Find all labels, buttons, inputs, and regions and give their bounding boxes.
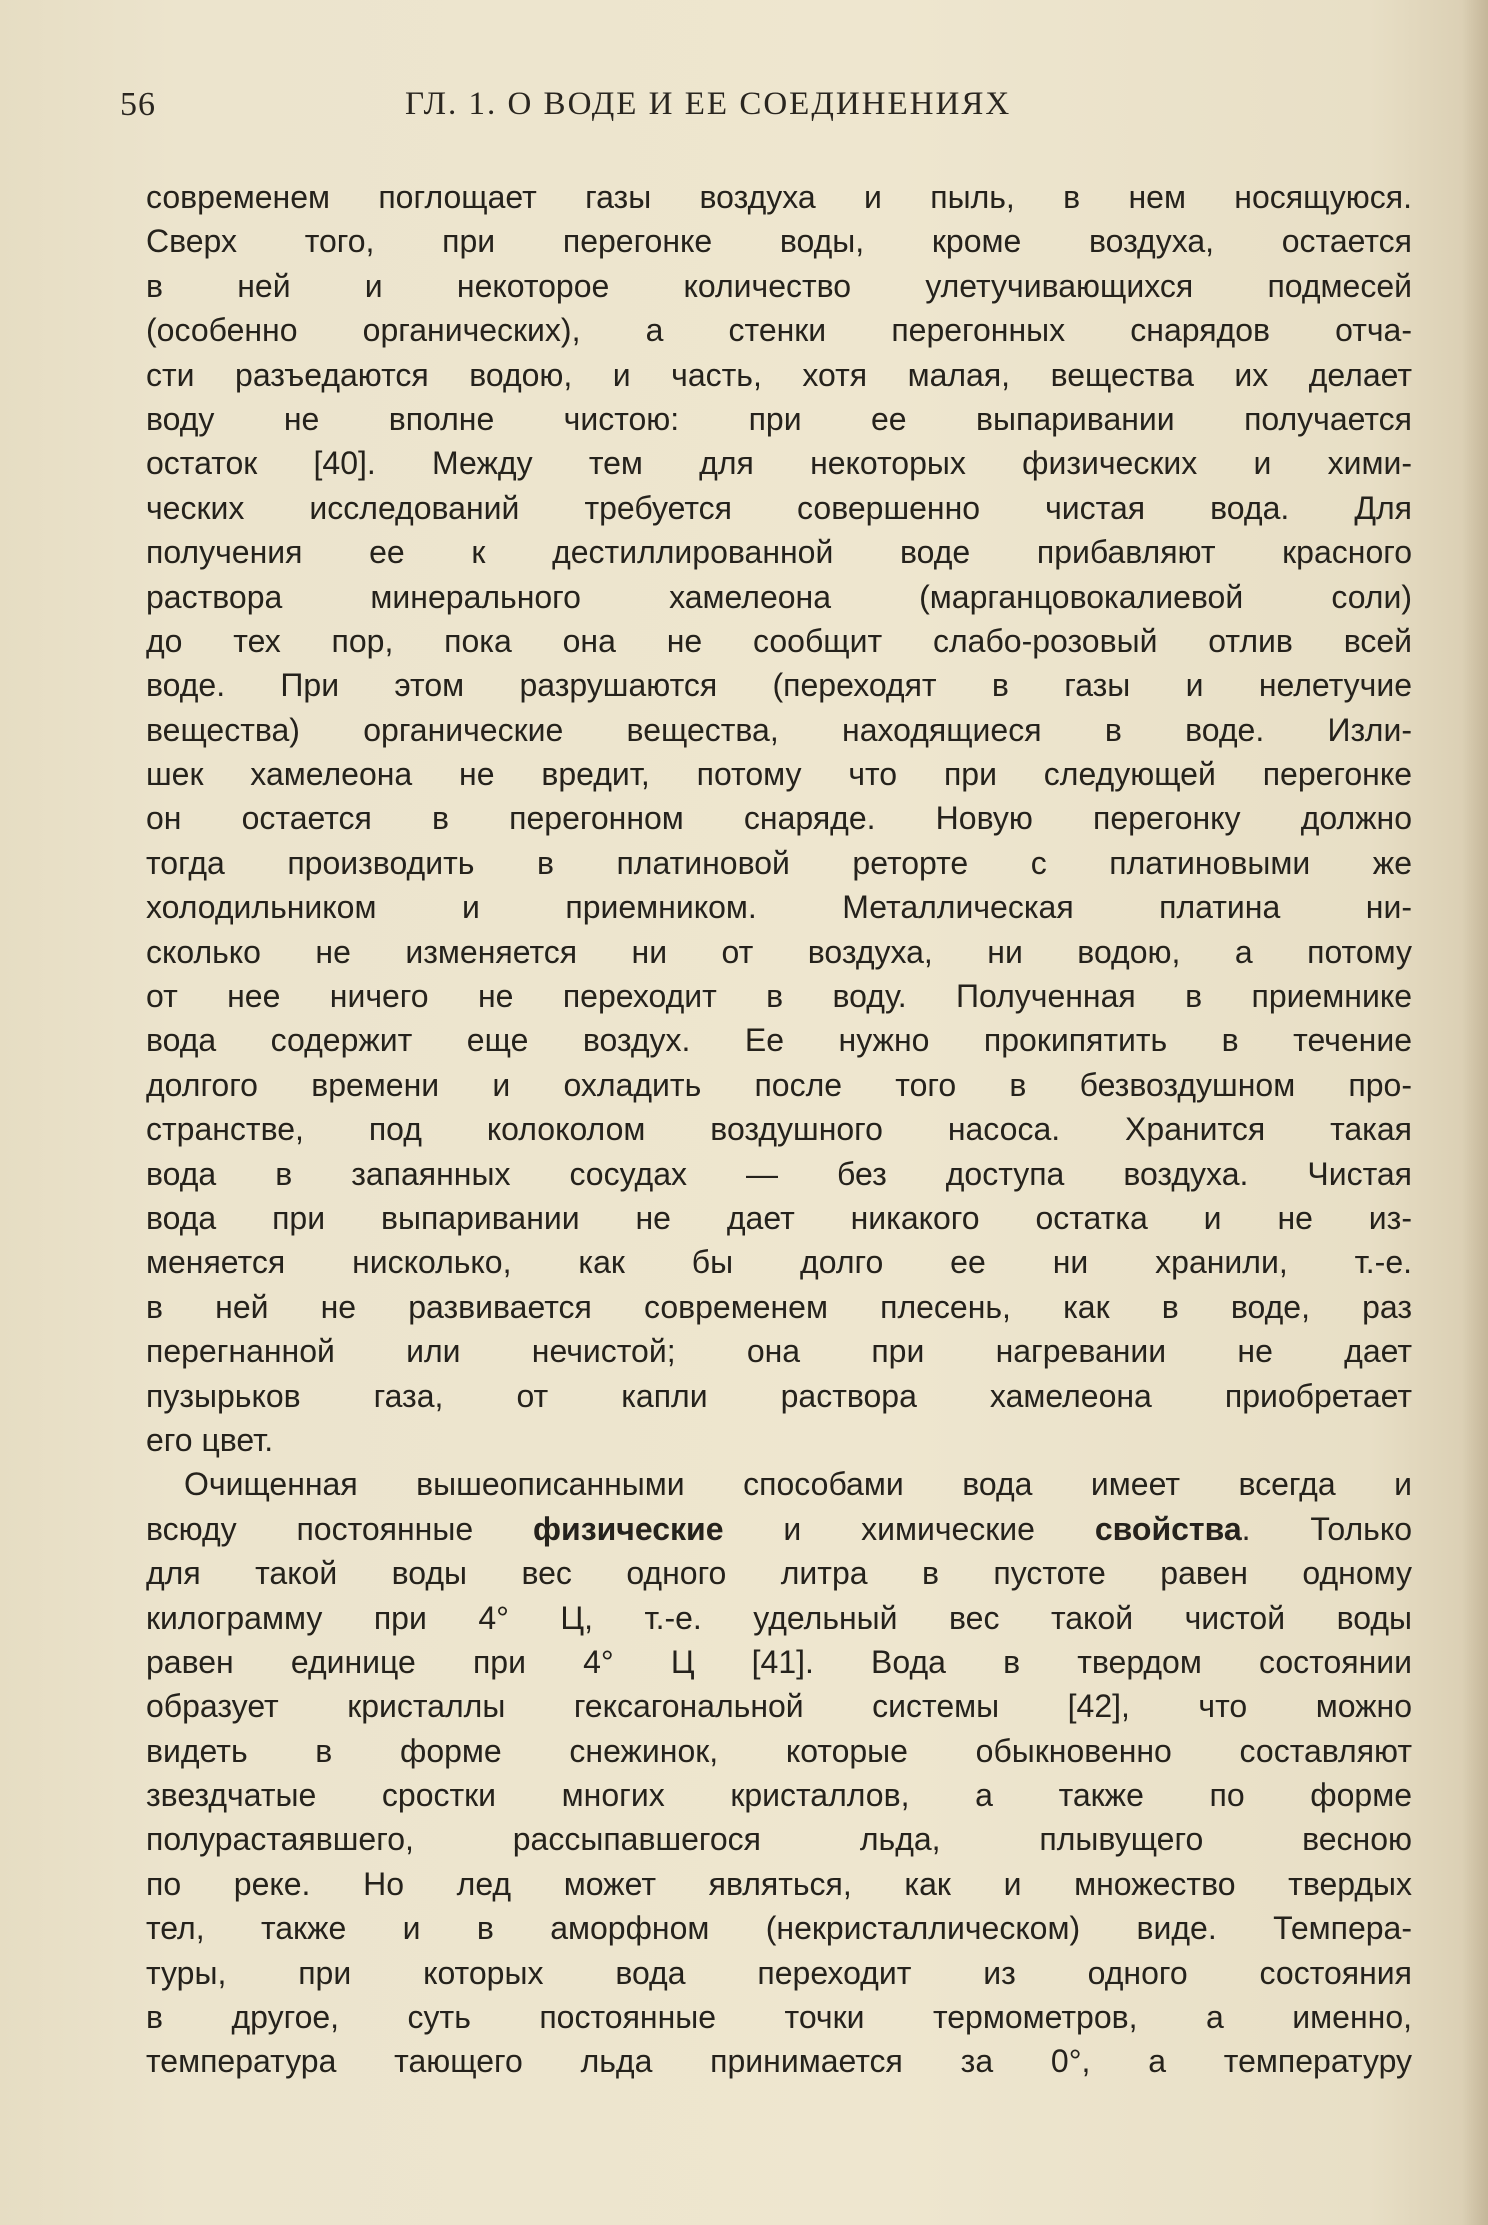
text-line: вещества) органические вещества, находящиеся в воде. Изли- (146, 711, 1412, 748)
text-line: раствора минерального хамелеона (марганцовокалиевой соли) (146, 578, 1412, 615)
text-line: вода содержит еще воздух. Ее нужно прокипятить в течение (146, 1022, 1412, 1059)
text-line: вода при выпаривании не дает никакого остатка и не из- (146, 1199, 1412, 1236)
text-line: ческих исследований требуется совершенно чистая вода. Для (146, 489, 1412, 526)
page-number: 56 (120, 86, 156, 123)
text-line: воду не вполне чистою: при ее выпаривании получается (146, 400, 1412, 437)
text-line: странстве, под колоколом воздушного насоса. Хранится такая (146, 1111, 1412, 1148)
text-line: туры, при которых вода переходит из одного состояния (146, 1954, 1412, 1991)
text-line: остаток [40]. Между тем для некоторых физических и хими- (146, 445, 1412, 482)
page-edge-shadow (1462, 0, 1488, 2225)
running-title: ГЛ. 1. О ВОДЕ И ЕЕ СОЕДИНЕНИЯХ (405, 86, 1012, 122)
text-line: звездчатые сростки многих кристаллов, а также по форме (146, 1777, 1412, 1814)
bold-term-properties: свойства (1094, 1510, 1242, 1547)
text-line: от нее ничего не переходит в воду. Полученная в приемнике (146, 978, 1412, 1015)
text-line: до тех пор, пока она не сообщит слабо-розовый отлив всей (146, 622, 1412, 659)
text-line: по реке. Но лед может являться, как и множество твердых (146, 1865, 1412, 1902)
paragraph-2 (146, 1462, 1412, 2083)
text-line: холодильником и приемником. Металлическая платина ни- (146, 889, 1412, 926)
text-line: Сверх того, при перегонке воды, кроме воздуха, остается (146, 223, 1412, 260)
text-line: получения ее к дестиллированной воде прибавляют красного (146, 534, 1412, 571)
text-line-mixed (146, 1507, 1412, 1551)
text-line: воде. При этом разрушаются (переходят в газы и нелетучие (146, 667, 1412, 704)
paragraph-1 (146, 175, 1412, 1462)
text-line: он остается в перегонном снаряде. Новую перегонку должно (146, 800, 1412, 837)
text-line: равен единице при 4° Ц [41]. Вода в твердом состоянии (146, 1643, 1412, 1680)
text-line: меняется нисколько, как бы долго ее ни хранили, т.-е. (146, 1244, 1412, 1281)
text-line: в другое, суть постоянные точки термометров, а именно, (146, 1999, 1412, 2036)
text-line: вода в запаянных сосудах — без доступа воздуха. Чистая (146, 1155, 1412, 1192)
text-run: всюду постоянные (146, 1510, 534, 1547)
text-line: сти разъедаются водою, и часть, хотя малая, вещества их делает (146, 356, 1412, 393)
text-line: полурастаявшего, рассыпавшегося льда, плывущего весною (146, 1821, 1412, 1858)
text-line: килограмму при 4° Ц, т.-е. удельный вес такой чистой воды (146, 1599, 1412, 1636)
bold-term-physical: физические (533, 1510, 724, 1547)
text-line: (особенно органических), а стенки перегонных снарядов отча- (146, 312, 1412, 349)
text-line: долгого времени и охладить после того в безвоздушном про- (146, 1066, 1412, 1103)
text-line: видеть в форме снежинок, которые обыкновенно составляют (146, 1732, 1412, 1769)
text-line: в ней не развивается современем плесень, как в воде, раз (146, 1288, 1412, 1325)
text-line: тел, также и в аморфном (некристаллическом) виде. Темпера- (146, 1910, 1412, 1947)
page-header (120, 80, 1420, 140)
text-line: его цвет. (146, 1421, 274, 1458)
body-text (146, 175, 1412, 2084)
text-line: в ней и некоторое количество улетучивающихся подмесей (146, 267, 1412, 304)
text-line: пузырьков газа, от капли раствора хамелеона приобретает (146, 1377, 1412, 1414)
text-line: температура тающего льда принимается за 0°, а температуру (146, 2043, 1412, 2080)
text-line: Очищенная вышеописанными способами вода имеет всегда и (184, 1466, 1412, 1503)
text-run: и химические (723, 1510, 1095, 1547)
text-line: современем поглощает газы воздуха и пыль, в нем носящуюся. (146, 179, 1412, 215)
text-line: для такой воды вес одного литра в пустоте равен одному (146, 1555, 1412, 1592)
text-line: сколько не изменяется ни от воздуха, ни водою, а потому (146, 933, 1412, 970)
text-line: шек хамелеона не вредит, потому что при следующей перегонке (146, 756, 1412, 793)
text-run: . Только (1241, 1510, 1412, 1547)
text-line: образует кристаллы гексагональной системы [42], что можно (146, 1688, 1412, 1725)
text-line: перегнанной или нечистой; она при нагревании не дает (146, 1333, 1412, 1370)
text-line: тогда производить в платиновой реторте с платиновыми же (146, 844, 1412, 881)
